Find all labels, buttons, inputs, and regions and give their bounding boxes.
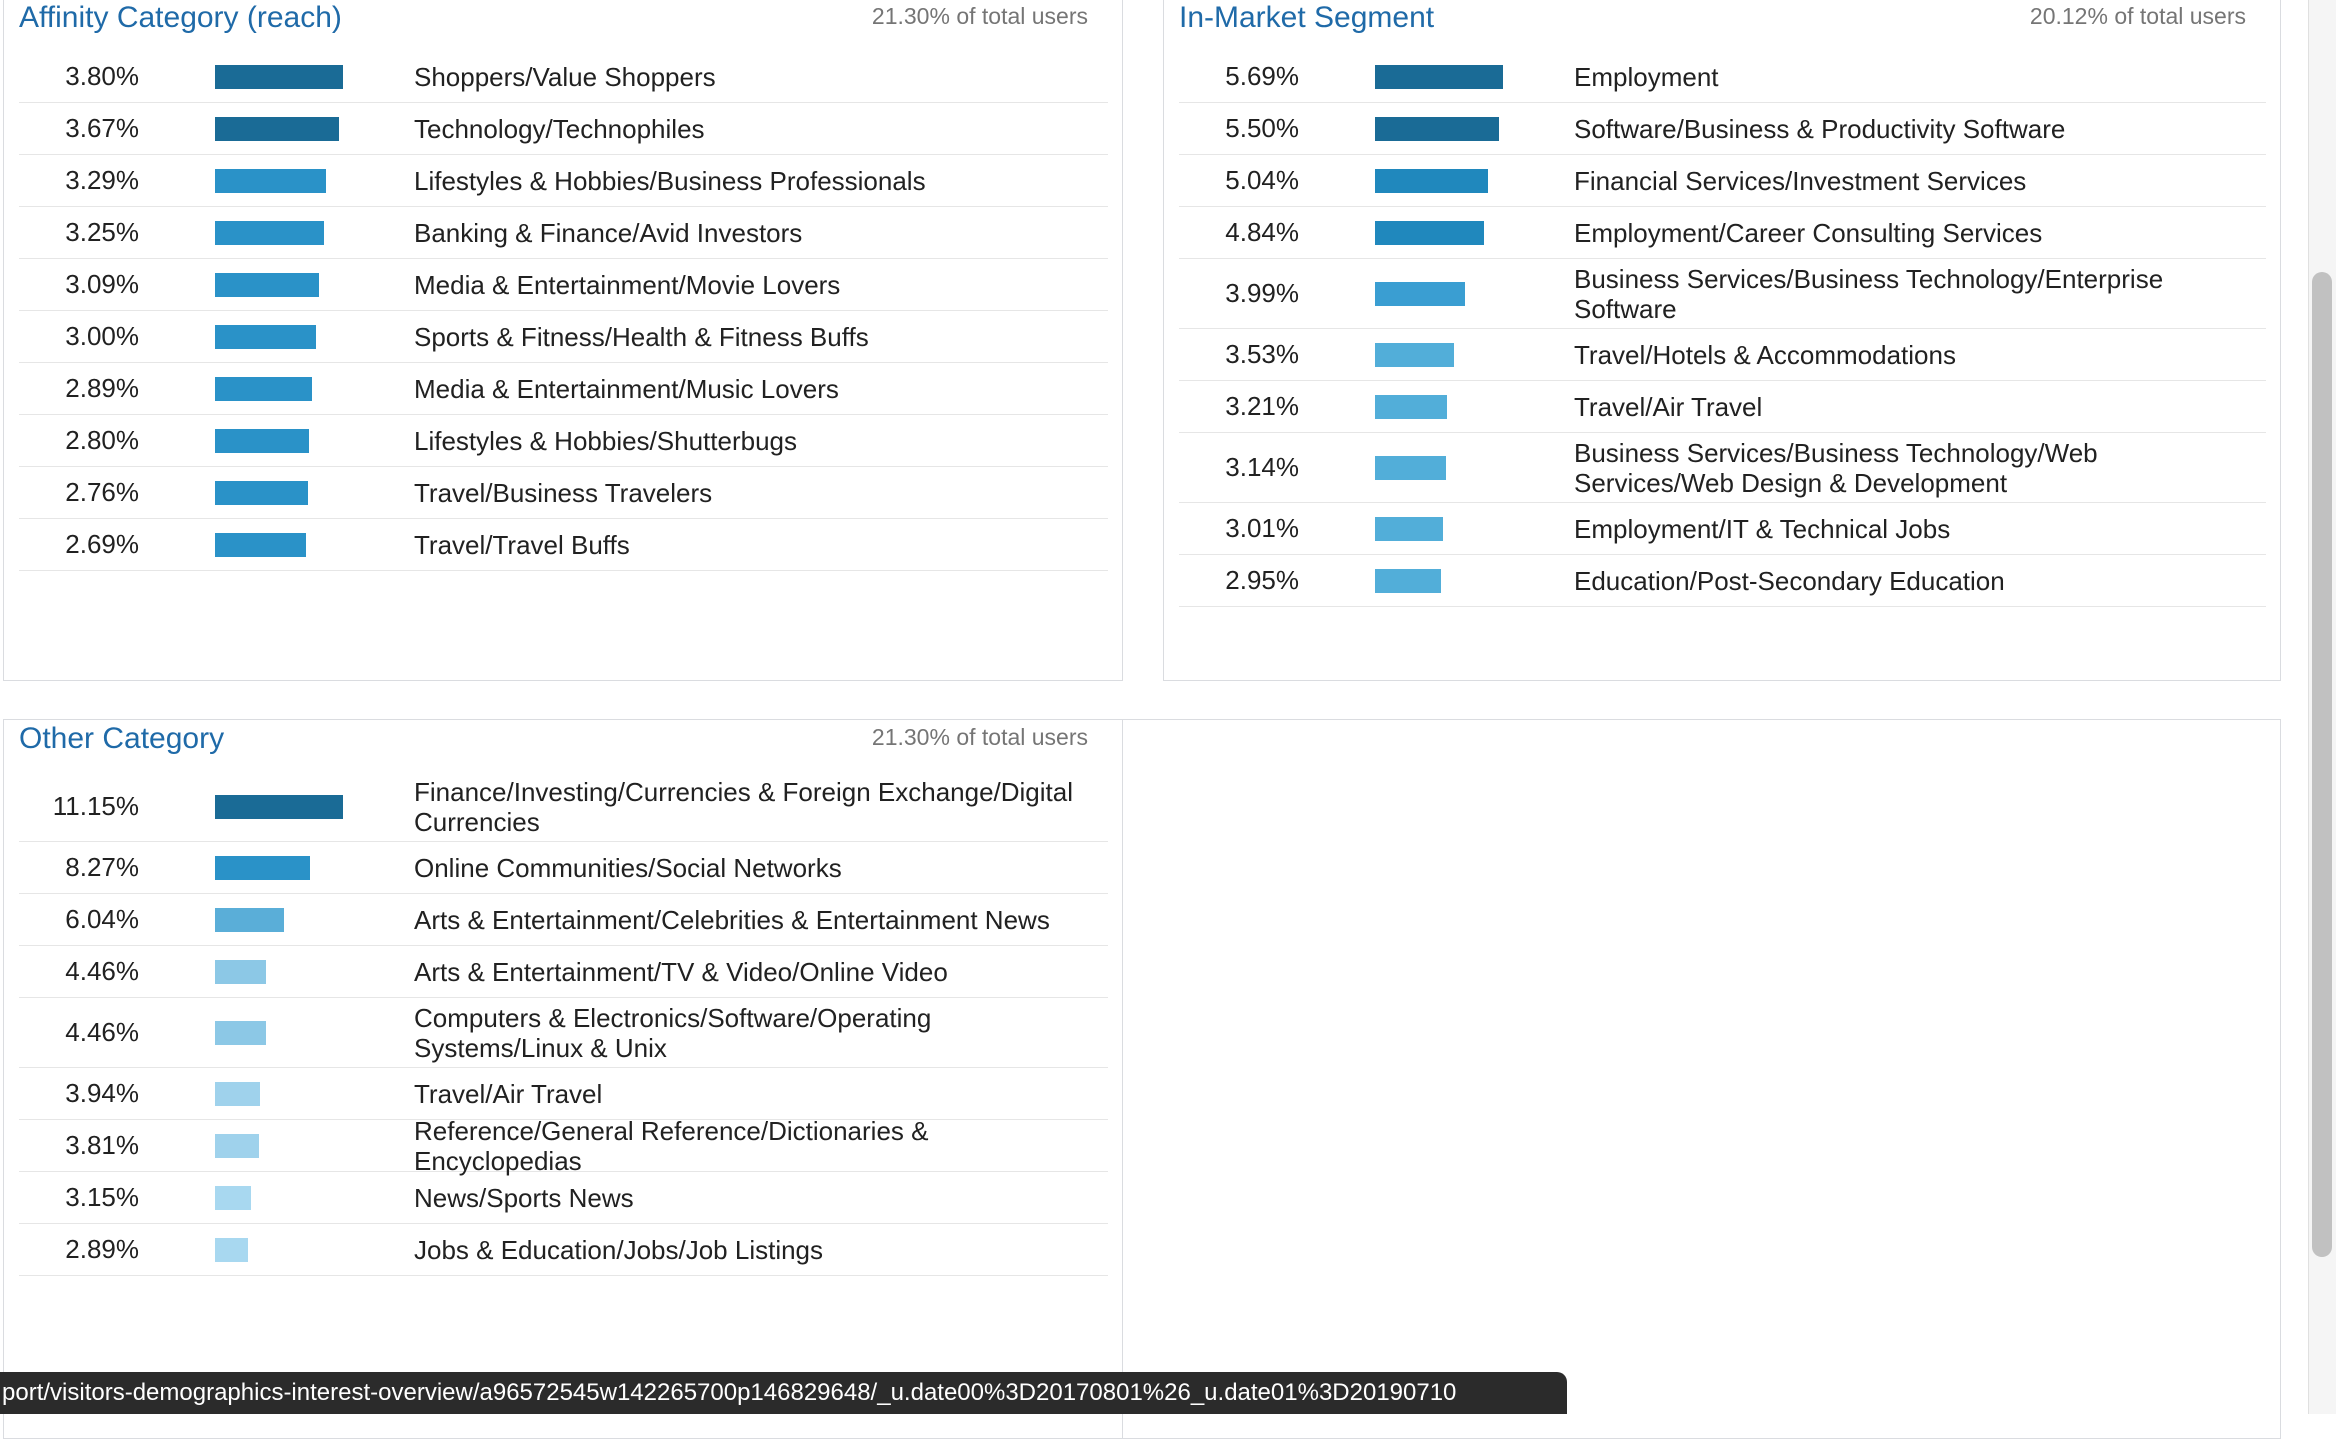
- row-bar: [215, 221, 324, 245]
- row-bar-track: [1375, 381, 1505, 432]
- row-percentage: 5.69%: [1225, 61, 1299, 91]
- row-bar-track: [215, 103, 345, 154]
- affinity-category-card: [3, 0, 1123, 681]
- row-bar-track: [215, 155, 345, 206]
- row-label[interactable]: Arts & Entertainment/TV & Video/Online Video: [414, 956, 948, 987]
- table-row[interactable]: [19, 207, 1108, 259]
- other-category-subtitle: 21.30% of total users: [871, 724, 1088, 750]
- row-bar: [215, 481, 308, 505]
- row-bar-track: [215, 1172, 345, 1223]
- row-bar-track: [1375, 103, 1505, 154]
- row-bar: [215, 325, 316, 349]
- row-percentage: 11.15%: [52, 791, 139, 821]
- table-row[interactable]: [1179, 259, 2266, 329]
- row-bar: [215, 377, 312, 401]
- in-market-segment-title[interactable]: In-Market Segment: [1179, 1, 1435, 34]
- row-bar: [215, 1238, 248, 1262]
- row-label[interactable]: Lifestyles & Hobbies/Shutterbugs: [414, 425, 797, 456]
- row-bar-track: [215, 842, 345, 893]
- row-label[interactable]: Financial Services/Investment Services: [1574, 165, 2027, 196]
- in-market-segment-rows: [1179, 51, 2266, 607]
- table-row[interactable]: [19, 894, 1108, 946]
- row-bar-track: [215, 772, 345, 841]
- row-bar: [215, 117, 339, 141]
- table-row[interactable]: [19, 998, 1108, 1068]
- row-percentage: 3.99%: [1225, 278, 1299, 308]
- row-bar: [215, 795, 343, 819]
- row-label[interactable]: Travel/Air Travel: [414, 1078, 603, 1109]
- row-percentage: 3.00%: [65, 321, 139, 351]
- row-percentage: 2.80%: [65, 425, 139, 455]
- table-row[interactable]: [19, 363, 1108, 415]
- row-label[interactable]: Business Services/Business Technology/Web Services/Web Design & Development: [1574, 437, 2098, 498]
- table-row[interactable]: [19, 1224, 1108, 1276]
- row-label[interactable]: News/Sports News: [414, 1182, 634, 1213]
- row-bar: [1375, 517, 1443, 541]
- row-bar: [1375, 221, 1484, 245]
- row-bar-track: [1375, 155, 1505, 206]
- row-label[interactable]: Lifestyles & Hobbies/Business Professionals: [414, 165, 926, 196]
- row-label[interactable]: Travel/Business Travelers: [414, 477, 713, 508]
- other-category-title[interactable]: Other Category: [19, 722, 225, 755]
- row-bar: [1375, 569, 1441, 593]
- row-percentage: 3.94%: [65, 1078, 139, 1108]
- row-percentage: 2.69%: [65, 529, 139, 559]
- in-market-segment-card: [1163, 0, 2281, 681]
- row-bar: [1375, 395, 1447, 419]
- row-bar: [215, 65, 343, 89]
- row-percentage: 4.84%: [1225, 217, 1299, 247]
- row-label[interactable]: Travel/Air Travel: [1574, 391, 1763, 422]
- row-bar-track: [215, 998, 345, 1067]
- row-bar: [215, 533, 306, 557]
- table-row[interactable]: [19, 842, 1108, 894]
- table-row[interactable]: [1179, 555, 2266, 607]
- row-percentage: 4.46%: [65, 956, 139, 986]
- row-percentage: 3.14%: [1225, 452, 1299, 482]
- row-bar: [215, 429, 309, 453]
- row-bar-track: [215, 363, 345, 414]
- table-row[interactable]: [1179, 329, 2266, 381]
- table-row[interactable]: [1179, 433, 2266, 503]
- row-percentage: 3.09%: [65, 269, 139, 299]
- row-label[interactable]: Media & Entertainment/Movie Lovers: [414, 269, 841, 300]
- row-percentage: 3.29%: [65, 165, 139, 195]
- row-percentage: 3.81%: [65, 1130, 139, 1160]
- row-label[interactable]: Arts & Entertainment/Celebrities & Entertainment News: [414, 904, 1050, 935]
- row-percentage: 3.80%: [65, 61, 139, 91]
- row-bar: [1375, 169, 1488, 193]
- empty-card: [1123, 719, 2281, 1439]
- row-label[interactable]: Sports & Fitness/Health & Fitness Buffs: [414, 321, 869, 352]
- row-label[interactable]: Education/Post-Secondary Education: [1574, 565, 2005, 596]
- row-label[interactable]: Online Communities/Social Networks: [414, 852, 842, 883]
- table-row[interactable]: [19, 259, 1108, 311]
- row-label[interactable]: Jobs & Education/Jobs/Job Listings: [414, 1234, 824, 1265]
- row-percentage: 2.76%: [65, 477, 139, 507]
- row-bar-track: [215, 519, 345, 570]
- table-row[interactable]: [19, 311, 1108, 363]
- row-percentage: 6.04%: [65, 904, 139, 934]
- table-row[interactable]: [1179, 155, 2266, 207]
- row-bar-track: [215, 1224, 345, 1275]
- row-bar-track: [215, 311, 345, 362]
- row-bar: [215, 273, 319, 297]
- row-bar-track: [215, 467, 345, 518]
- row-bar-track: [215, 51, 345, 102]
- row-bar: [215, 1134, 259, 1158]
- row-label[interactable]: Technology/Technophiles: [414, 113, 705, 144]
- row-label[interactable]: Employment: [1574, 61, 1719, 92]
- row-label[interactable]: Media & Entertainment/Music Lovers: [414, 373, 839, 404]
- row-bar: [1375, 282, 1465, 306]
- row-bar-track: [1375, 555, 1505, 606]
- row-label[interactable]: Reference/General Reference/Dictionaries & Encyclopedias: [414, 1115, 929, 1176]
- table-row[interactable]: [19, 1115, 1108, 1176]
- table-row[interactable]: [19, 51, 1108, 103]
- table-row[interactable]: [1179, 503, 2266, 555]
- row-bar: [215, 1186, 251, 1210]
- row-bar: [215, 1082, 260, 1106]
- row-percentage: 5.04%: [1225, 165, 1299, 195]
- row-bar-track: [1375, 259, 1505, 328]
- row-percentage: 8.27%: [65, 852, 139, 882]
- row-label[interactable]: Travel/Travel Buffs: [414, 529, 630, 560]
- row-bar: [1375, 65, 1503, 89]
- table-row[interactable]: [19, 103, 1108, 155]
- row-bar-track: [215, 259, 345, 310]
- row-percentage: 5.50%: [1225, 113, 1299, 143]
- affinity-category-subtitle: 21.30% of total users: [871, 3, 1088, 29]
- table-row[interactable]: [19, 1172, 1108, 1224]
- table-row[interactable]: [19, 1068, 1108, 1120]
- row-percentage: 3.15%: [65, 1182, 139, 1212]
- row-bar-track: [1375, 207, 1505, 258]
- table-row[interactable]: [19, 415, 1108, 467]
- row-bar-track: [215, 1068, 345, 1119]
- row-label[interactable]: Shoppers/Value Shoppers: [414, 61, 716, 92]
- other-category-rows: [19, 772, 1108, 1276]
- row-bar-track: [1375, 51, 1505, 102]
- row-label[interactable]: Travel/Hotels & Accommodations: [1574, 339, 1956, 370]
- row-label[interactable]: Software/Business & Productivity Software: [1574, 113, 2066, 144]
- row-bar: [215, 1021, 266, 1045]
- row-label[interactable]: Employment/IT & Technical Jobs: [1574, 513, 1951, 544]
- vertical-scrollbar-thumb[interactable]: [2312, 272, 2332, 1257]
- table-row[interactable]: [1179, 381, 2266, 433]
- row-bar: [215, 169, 326, 193]
- row-bar-track: [215, 894, 345, 945]
- row-bar: [1375, 456, 1446, 480]
- row-label[interactable]: Banking & Finance/Avid Investors: [414, 217, 803, 248]
- row-percentage: 2.95%: [1225, 565, 1299, 595]
- other-category-card: [3, 719, 1123, 1439]
- row-label[interactable]: Finance/Investing/Currencies & Foreign Exchange/Digital Currencies: [414, 776, 1074, 837]
- vertical-scrollbar-track[interactable]: [2308, 0, 2336, 1414]
- row-label[interactable]: Employment/Career Consulting Services: [1574, 217, 2043, 248]
- affinity-category-rows: [19, 51, 1108, 571]
- row-label[interactable]: Business Services/Business Technology/Enterprise Software: [1574, 263, 2164, 324]
- in-market-segment-subtitle: 20.12% of total users: [2029, 3, 2246, 29]
- row-bar-track: [1375, 329, 1505, 380]
- table-row[interactable]: [1179, 103, 2266, 155]
- row-bar: [1375, 117, 1499, 141]
- row-percentage: 3.25%: [65, 217, 139, 247]
- affinity-category-title[interactable]: Affinity Category (reach): [19, 1, 342, 34]
- row-bar: [215, 960, 266, 984]
- row-percentage: 2.89%: [65, 373, 139, 403]
- table-row[interactable]: [19, 155, 1108, 207]
- table-row[interactable]: [1179, 207, 2266, 259]
- row-percentage: 3.01%: [1225, 513, 1299, 543]
- link-status-bar: port/visitors-demographics-interest-overview/a96572545w142265700p146829648/_u.date00%3D20170801%26_u.date01%3D20190710: [0, 1372, 1567, 1414]
- table-row[interactable]: [19, 772, 1108, 842]
- row-bar-track: [1375, 503, 1505, 554]
- row-bar-track: [215, 415, 345, 466]
- row-bar: [1375, 343, 1454, 367]
- row-percentage: 3.53%: [1225, 339, 1299, 369]
- row-bar-track: [215, 207, 345, 258]
- row-percentage: 2.89%: [65, 1234, 139, 1264]
- row-bar-track: [215, 1120, 345, 1171]
- table-row[interactable]: [19, 519, 1108, 571]
- row-bar: [215, 856, 310, 880]
- row-percentage: 3.21%: [1225, 391, 1299, 421]
- row-label[interactable]: Computers & Electronics/Software/Operating Systems/Linux & Unix: [414, 1002, 932, 1063]
- table-row[interactable]: [1179, 51, 2266, 103]
- row-bar-track: [215, 946, 345, 997]
- row-percentage: 3.67%: [65, 113, 139, 143]
- row-bar: [215, 908, 284, 932]
- row-bar-track: [1375, 433, 1505, 502]
- row-percentage: 4.46%: [65, 1017, 139, 1047]
- table-row[interactable]: [19, 946, 1108, 998]
- table-row[interactable]: [19, 467, 1108, 519]
